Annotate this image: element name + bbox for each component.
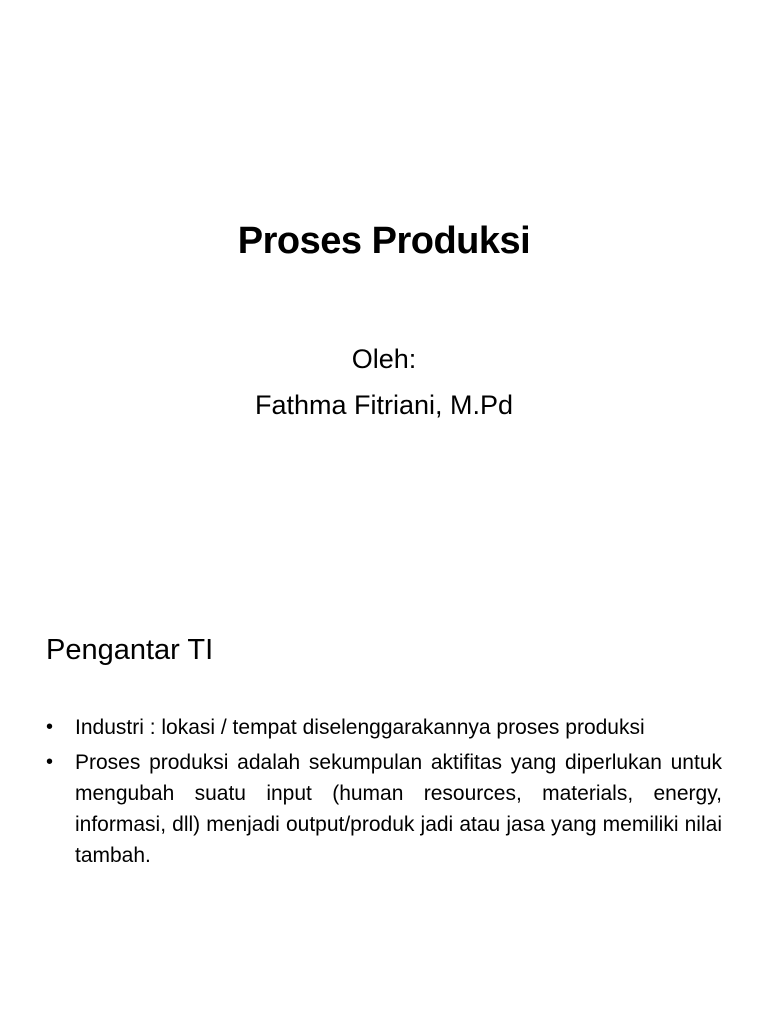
bullet-text: Proses produksi adalah sekumpulan aktifitas yang diperlukan untuk mengubah suatu input (human resources, materials, energy, informasi, dll) menjadi output/produk jadi atau jasa yang memiliki nilai tambah. <box>75 751 722 867</box>
slide-heading: Pengantar TI <box>46 634 214 666</box>
slide-subtitle <box>0 336 768 428</box>
bullet-icon: • <box>46 716 54 738</box>
slide-title: Proses Produksi <box>237 220 531 262</box>
subtitle-author-label: Oleh: <box>351 344 417 374</box>
content-slide <box>0 512 768 1024</box>
bullet-icon: • <box>46 751 54 773</box>
bullet-list <box>46 712 722 875</box>
subtitle-author-name: Fathma Fitriani, M.Pd <box>254 390 514 420</box>
list-item <box>46 747 722 871</box>
bullet-text: Industri : lokasi / tempat diselenggarakannya proses produksi <box>75 716 645 739</box>
list-item <box>46 712 722 743</box>
